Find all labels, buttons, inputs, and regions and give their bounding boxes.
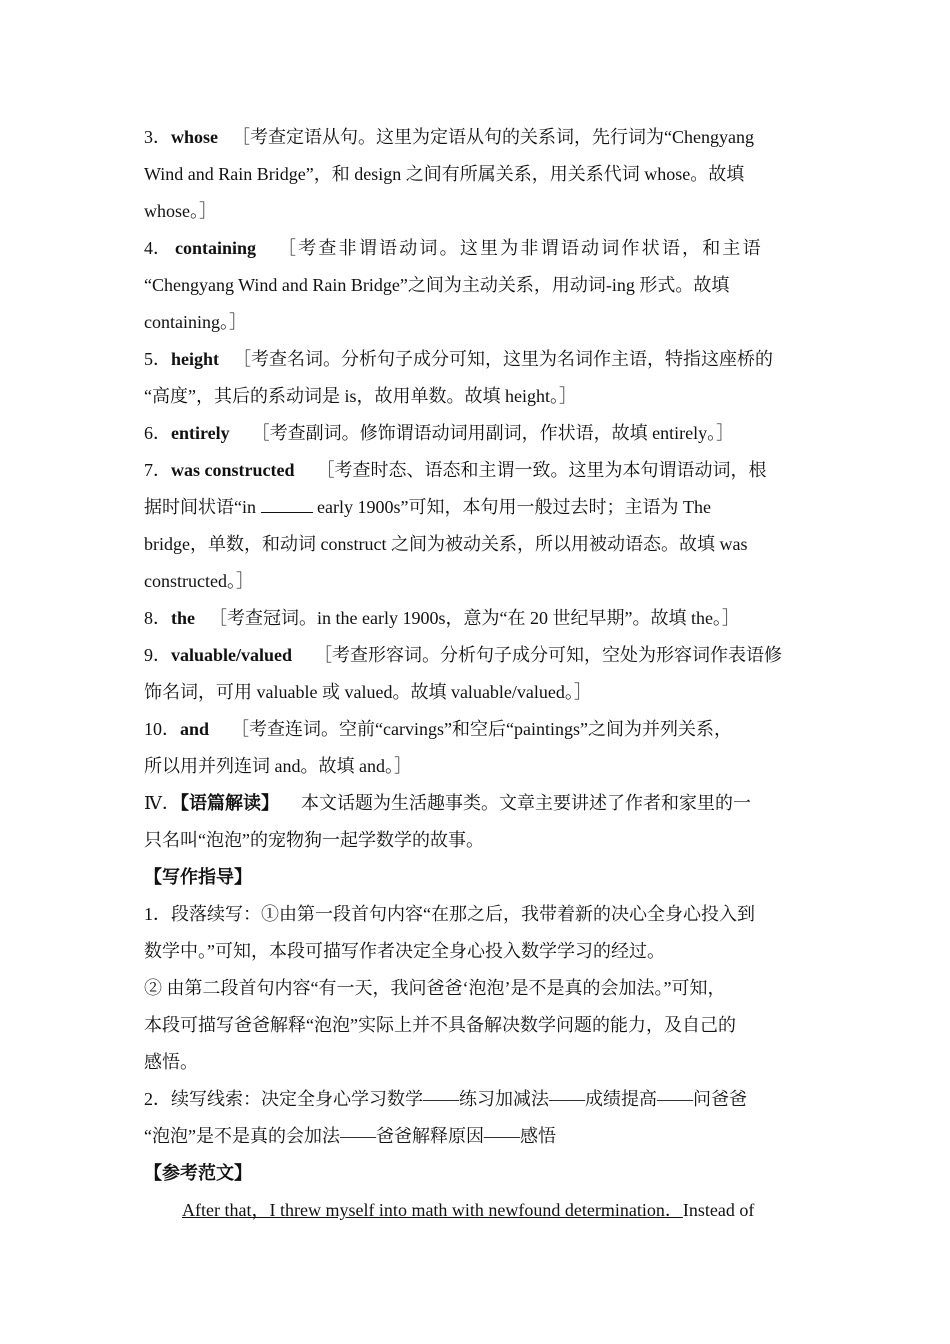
guide-text: ② 由第二段首句内容“有一天，我问爸爸‘泡泡’是不是真的会加法。”可知， [144,978,726,998]
answer-item-6 [144,415,808,452]
guide-text: 1．段落续写：①由第一段首句内容“在那之后，我带着新的决心全身心投入到 [144,904,755,924]
item-explanation: ［考查冠词。in the early 1900s，意为“在 20 世纪早期”。故填 the。］ [209,608,740,628]
item-number: 7． [144,460,171,480]
item-answer: was constructed [171,460,295,480]
item-explanation: ［考查副词。修饰谓语动词用副词，作状语，故填 entirely。］ [251,423,735,443]
item-explanation: ［考查时态、语态和主谓一致。这里为本句谓语动词，根 [316,460,767,480]
answer-page [144,119,808,1229]
item-answer: and [180,719,210,739]
section-text: 本文话题为生活趣事类。文章主要讲述了作者和家里的一 [300,793,751,813]
passage-analysis [144,785,808,859]
sample-sentence-underlined: After that，I threw myself into math with newfound determination． [182,1200,683,1220]
guide-text: “泡泡”是不是真的会加法——爸爸解释原因——感悟 [144,1126,556,1146]
item-explanation: bridge，单数，和动词 construct 之间为被动关系，所以用被动语态。故填 was [144,534,748,554]
item-number: 5． [144,349,171,369]
writing-guide-point-3 [144,1081,808,1155]
sample-essay-title: 【参考范文】 [144,1163,252,1183]
item-explanation: constructed。］ [144,571,254,591]
writing-guide-point-1 [144,896,808,970]
answer-item-8 [144,600,808,637]
item-explanation: ［考查形容词。分析句子成分可知，空处为形容词作表语修 [314,645,783,665]
writing-guide-point-2 [144,970,808,1081]
item-explanation: ［考查连词。空前“carvings”和空后“paintings”之间为并列关系， [231,719,732,739]
item-number: 8． [144,608,171,628]
item-number: 4． [144,238,171,258]
item-explanation: “Chengyang Wind and Rain Bridge”之间为主动关系，用动词-ing 形式。故填 [144,275,730,295]
guide-text: 2．续写线索：决定全身心学习数学——练习加减法——成绩提高——问爸爸 [144,1089,747,1109]
item-explanation: Wind and Rain Bridge”，和 design 之间有所属关系，用关系代词 whose。故填 [144,164,745,184]
item-answer: whose [171,127,219,147]
item-explanation: early 1900s”可知，本句用一般过去时；主语为 The [317,497,711,517]
answer-item-7 [144,452,808,600]
guide-text: 感悟。 [144,1052,198,1072]
sample-sentence: Instead of [682,1200,755,1220]
writing-guide-title: 【写作指导】 [144,867,252,887]
item-number: 9． [144,645,171,665]
guide-text: 本段可描写爸爸解释“泡泡”实际上并不具备解决数学问题的能力，及自己的 [144,1015,736,1035]
answer-item-5 [144,341,808,415]
item-explanation: 饰名词，可用 valuable 或 valued。故填 valuable/valued。］ [144,682,592,702]
item-answer: entirely [171,423,230,443]
item-explanation: ［考查非谓语动词。这里为非谓语动词作状语，和主语 [278,238,763,258]
item-answer: valuable/valued [171,645,293,665]
item-answer: height [171,349,220,369]
item-number: 6． [144,423,171,443]
item-explanation: whose。］ [144,201,217,221]
answer-item-3 [144,119,808,230]
answer-item-9 [144,637,808,711]
item-number: 3． [144,127,171,147]
guide-text: 数学中。”可知，本段可描写作者决定全身心投入数学学习的经过。 [144,941,665,961]
section-number: Ⅳ． [144,793,180,813]
item-explanation: 据时间状语“in [144,497,256,517]
item-explanation: “高度”，其后的系动词是 is，故用单数。故填 height。］ [144,386,577,406]
item-number: 10． [144,719,180,739]
item-explanation: ［考查定语从句。这里为定语从句的关系词，先行词为“Chengyang [232,127,754,147]
sample-essay-text [144,1192,808,1229]
section-text: 只名叫“泡泡”的宠物狗一起学数学的故事。 [144,830,484,850]
item-answer: the [171,608,195,628]
item-explanation: containing。］ [144,312,247,332]
item-answer: containing [175,238,257,258]
fill-blank [261,498,313,513]
answer-item-10 [144,711,808,785]
item-explanation: ［考查名词。分析句子成分可知，这里为名词作主语，特指这座桥的 [233,349,774,369]
section-label: 【语篇解读】 [179,793,279,813]
item-explanation: 所以用并列连词 and。故填 and。］ [144,756,412,776]
answer-item-4 [144,230,808,341]
